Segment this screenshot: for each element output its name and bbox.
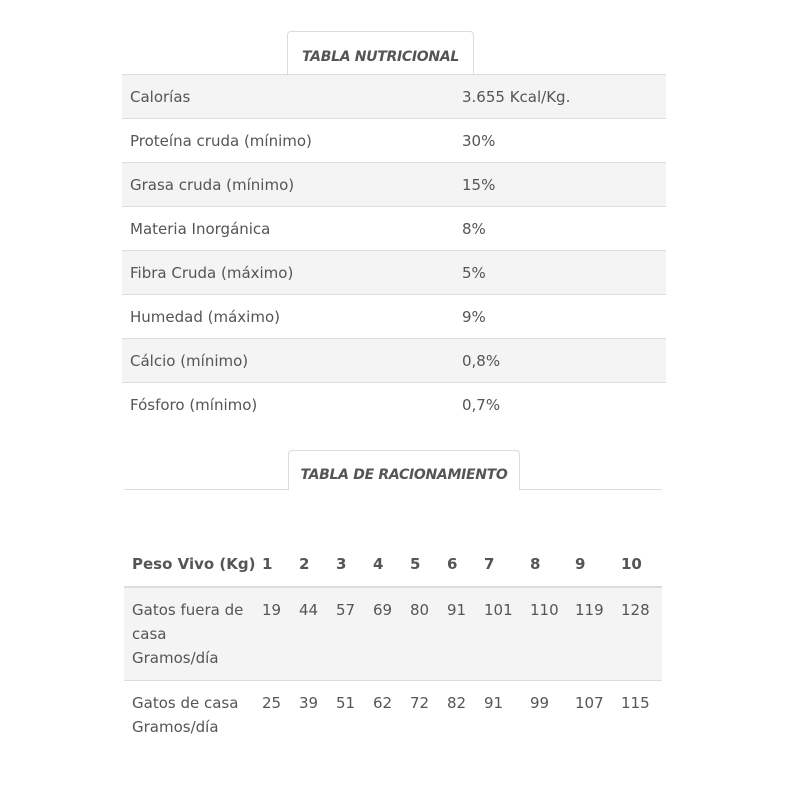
nutrient-value: 0,7% <box>462 395 501 414</box>
header-weight: 10 <box>621 542 662 587</box>
ration-value: 99 <box>530 694 550 712</box>
header-weight: 7 <box>484 542 530 587</box>
table-header-row <box>124 542 662 587</box>
row-label-line: Gatos de casa <box>132 694 239 712</box>
nutrient-value: 15% <box>462 175 496 194</box>
ration-value: 110 <box>530 601 559 619</box>
nutrient-value: 0,8% <box>462 351 501 370</box>
table-row <box>122 295 666 339</box>
nutrient-label: Calorías <box>130 87 191 106</box>
nutrient-value: 9% <box>462 307 486 326</box>
ration-value: 72 <box>410 694 430 712</box>
nutrient-value: 8% <box>462 219 486 238</box>
rationing-table <box>124 542 662 749</box>
ration-value: 19 <box>262 601 282 619</box>
tab-tabla-de-racionamiento[interactable]: TABLA DE RACIONAMIENTO <box>288 450 520 490</box>
header-weight: 4 <box>373 542 410 587</box>
ration-value: 119 <box>575 601 604 619</box>
ration-value: 80 <box>410 601 430 619</box>
table-row <box>124 681 662 750</box>
row-label <box>124 587 262 681</box>
table-row <box>122 75 666 119</box>
table-row <box>122 119 666 163</box>
header-weight: 9 <box>575 542 621 587</box>
row-label-line: casa <box>132 625 167 643</box>
nutrient-label: Materia Inorgánica <box>130 219 271 238</box>
ration-value: 25 <box>262 694 282 712</box>
row-label-line: Gramos/día <box>132 649 219 667</box>
header-weight: 1 <box>262 542 299 587</box>
ration-value: 44 <box>299 601 319 619</box>
table-row <box>122 251 666 295</box>
header-weight: 2 <box>299 542 336 587</box>
nutritional-table <box>122 74 666 427</box>
header-weight: 5 <box>410 542 447 587</box>
table-row <box>122 383 666 427</box>
ration-value: 69 <box>373 601 393 619</box>
table-row <box>124 587 662 681</box>
ration-value: 82 <box>447 694 467 712</box>
nutrient-label: Cálcio (mínimo) <box>130 351 249 370</box>
header-weight: 8 <box>530 542 575 587</box>
row-label <box>124 681 262 750</box>
nutrient-label: Fibra Cruda (máximo) <box>130 263 294 282</box>
row-label-line: Gramos/día <box>132 718 219 736</box>
nutrient-value: 30% <box>462 131 496 150</box>
nutrient-label: Humedad (máximo) <box>130 307 280 326</box>
row-label-line: Gatos fuera de <box>132 601 244 619</box>
ration-value: 91 <box>447 601 467 619</box>
ration-value: 107 <box>575 694 604 712</box>
ration-value: 115 <box>621 694 650 712</box>
nutrient-label: Proteína cruda (mínimo) <box>130 131 312 150</box>
ration-value: 91 <box>484 694 504 712</box>
nutrient-value: 5% <box>462 263 486 282</box>
header-weight: 6 <box>447 542 484 587</box>
table-row <box>122 339 666 383</box>
nutrient-label: Fósforo (mínimo) <box>130 395 258 414</box>
table-row <box>122 163 666 207</box>
ration-value: 101 <box>484 601 513 619</box>
tab-tabla-nutricional[interactable]: TABLA NUTRICIONAL <box>287 31 474 75</box>
nutrient-label: Grasa cruda (mínimo) <box>130 175 295 194</box>
table-row <box>122 207 666 251</box>
ration-value: 128 <box>621 601 650 619</box>
header-peso-vivo: Peso Vivo (Kg) <box>124 542 262 587</box>
ration-value: 57 <box>336 601 356 619</box>
ration-value: 39 <box>299 694 319 712</box>
ration-value: 51 <box>336 694 356 712</box>
header-weight: 3 <box>336 542 373 587</box>
nutrient-value: 3.655 Kcal/Kg. <box>462 87 571 106</box>
ration-value: 62 <box>373 694 393 712</box>
